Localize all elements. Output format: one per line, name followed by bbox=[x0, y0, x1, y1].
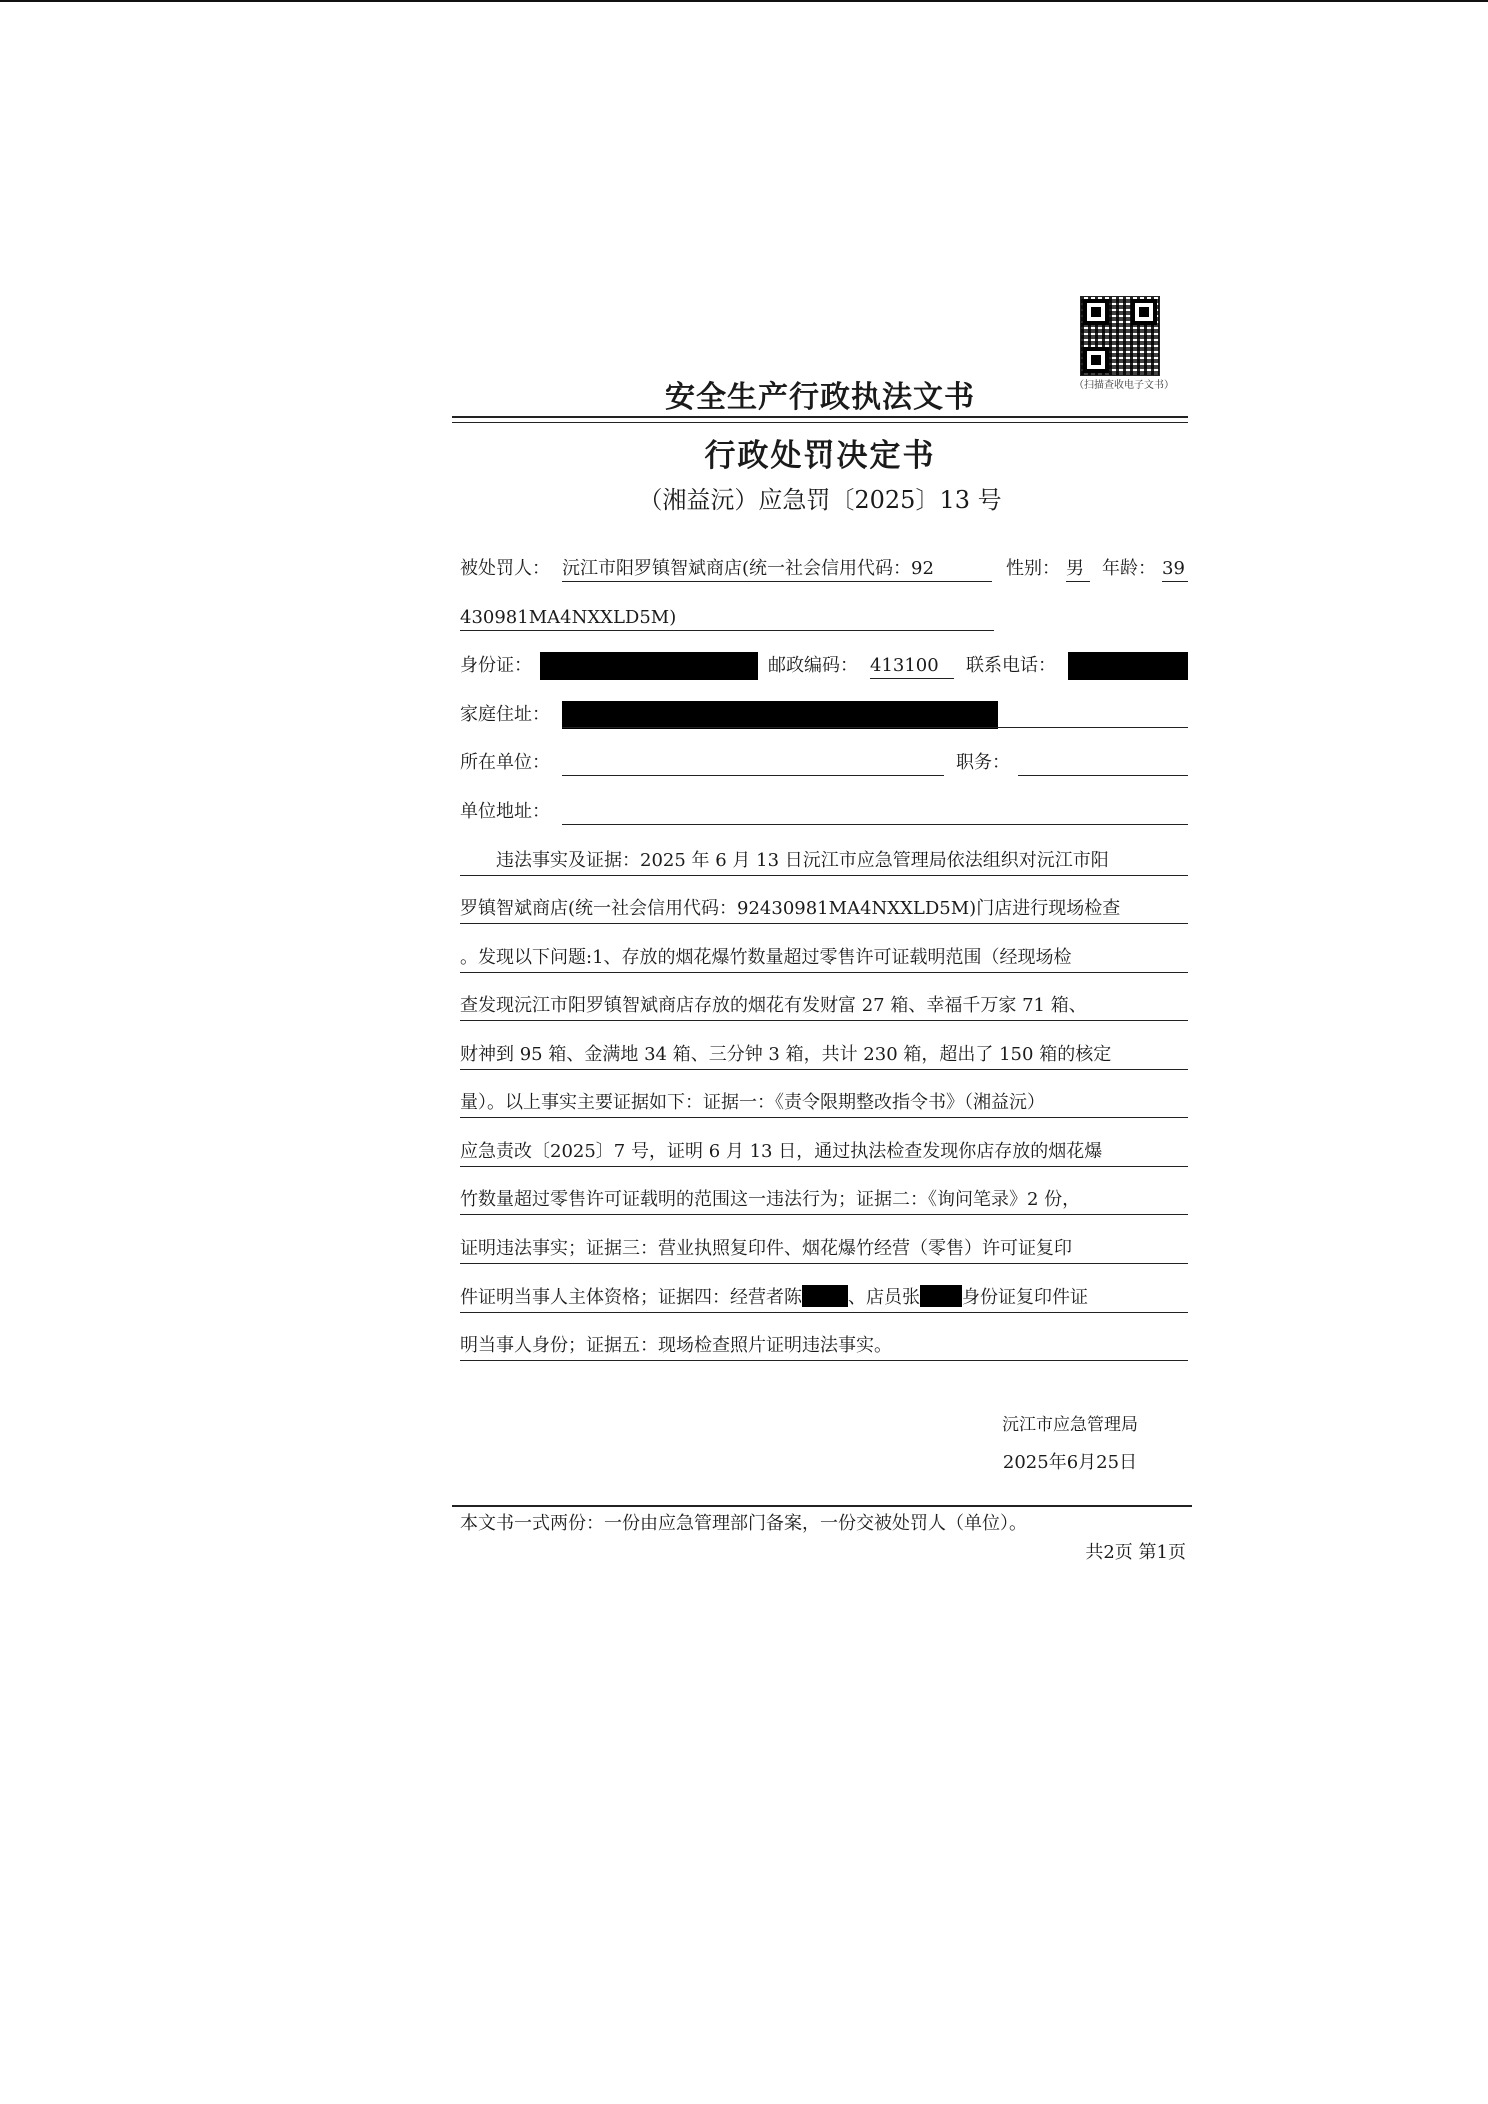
redaction-id-card bbox=[540, 652, 758, 680]
penalized-value: 沅江市阳罗镇智斌商店(统一社会信用代码：92 bbox=[562, 557, 992, 582]
footer-note: 本文书一式两份：一份由应急管理部门备案，一份交被处罚人（单位）。 bbox=[460, 1513, 1027, 1534]
header-rule-thick bbox=[452, 416, 1188, 418]
body-text: 违法事实及证据：2025 年 6 月 13 日沅江市应急管理局依法组织对沅江市阳 bbox=[496, 850, 1109, 871]
body-line: 查发现沅江市阳罗镇智斌商店存放的烟花有发财富 27 箱、幸福千万家 71 箱、 bbox=[460, 994, 1188, 1021]
position-underline bbox=[1018, 775, 1188, 776]
penalized-value-continued: 430981MA4NXXLD5M) bbox=[460, 606, 994, 631]
gender-label: 性别： bbox=[1006, 558, 1060, 579]
gender-value: 男 bbox=[1066, 557, 1090, 582]
id-card-label: 身份证： bbox=[460, 655, 532, 676]
document-number: （湘益沅）应急罚〔2025〕13 号 bbox=[638, 486, 1002, 514]
body-line: 罗镇智斌商店(统一社会信用代码：92430981MA4NXXLD5M)门店进行现场检查 bbox=[460, 897, 1188, 924]
issue-date: 2025年6月25日 bbox=[1002, 1452, 1138, 1473]
body-line: 。发现以下问题:1、存放的烟花爆竹数量超过零售许可证载明范围（经现场检 bbox=[460, 946, 1188, 973]
employer-address-underline bbox=[562, 824, 1188, 825]
body-text: 件证明当事人主体资格；证据四：经营者陈 bbox=[460, 1287, 802, 1308]
redaction-operator-name bbox=[802, 1285, 848, 1307]
postal-code-value: 413100 bbox=[870, 654, 954, 679]
age-value: 39 bbox=[1162, 557, 1188, 582]
phone-label: 联系电话： bbox=[966, 655, 1056, 676]
body-text: 、店员张 bbox=[848, 1287, 920, 1308]
footer-rule bbox=[452, 1505, 1192, 1507]
redaction-phone bbox=[1068, 652, 1188, 680]
page-number: 共2页 第1页 bbox=[1085, 1542, 1186, 1563]
qr-finder-pattern bbox=[1083, 347, 1109, 373]
qr-finder-pattern bbox=[1131, 299, 1157, 325]
document-series-title: 安全生产行政执法文书 bbox=[665, 380, 975, 415]
body-line: 应急责改〔2025〕7 号，证明 6 月 13 日，通过执法检查发现你店存放的烟花爆 bbox=[460, 1140, 1188, 1167]
employer-label: 所在单位： bbox=[460, 752, 550, 773]
document-title: 行政处罚决定书 bbox=[704, 438, 936, 474]
body-text: 身份证复印件证 bbox=[962, 1287, 1088, 1308]
home-address-underline bbox=[562, 727, 1188, 728]
home-address-label: 家庭住址： bbox=[460, 704, 550, 725]
redaction-staff-name bbox=[920, 1285, 962, 1307]
employer-address-label: 单位地址： bbox=[460, 801, 550, 822]
body-line: 财神到 95 箱、金满地 34 箱、三分钟 3 箱，共计 230 箱，超出了 150 箱的核定 bbox=[460, 1043, 1188, 1070]
body-line: 明当事人身份；证据五：现场检查照片证明违法事实。 bbox=[460, 1334, 1188, 1361]
qr-code[interactable] bbox=[1080, 296, 1160, 376]
body-line: 竹数量超过零售许可证载明的范围这一违法行为；证据二：《询问笔录》2 份， bbox=[460, 1188, 1188, 1215]
body-line bbox=[460, 849, 1188, 876]
header-rule-thin bbox=[452, 422, 1188, 423]
position-label: 职务： bbox=[956, 752, 1010, 773]
body-line bbox=[460, 1285, 1188, 1313]
age-label: 年龄： bbox=[1102, 558, 1156, 579]
body-line: 量）。以上事实主要证据如下：证据一：《责令限期整改指令书》（湘益沅） bbox=[460, 1091, 1188, 1118]
qr-caption: （扫描查收电子文书） bbox=[1074, 380, 1174, 391]
redaction-home-address bbox=[562, 701, 998, 729]
employer-underline bbox=[562, 775, 944, 776]
body-line: 证明违法事实；证据三：营业执照复印件、烟花爆竹经营（零售）许可证复印 bbox=[460, 1237, 1188, 1264]
qr-finder-pattern bbox=[1083, 299, 1109, 325]
issuing-authority: 沅江市应急管理局 bbox=[1002, 1415, 1138, 1435]
penalized-label: 被处罚人： bbox=[460, 558, 550, 579]
postal-code-label: 邮政编码： bbox=[768, 655, 858, 676]
page-top-border bbox=[0, 0, 1488, 2]
